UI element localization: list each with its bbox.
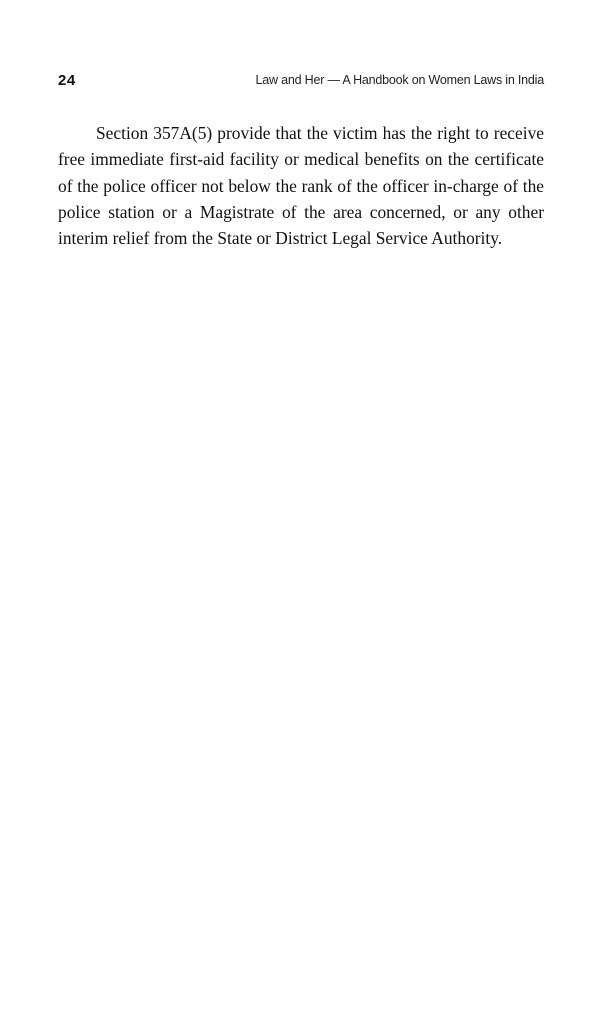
page-header (58, 70, 544, 94)
running-title: Law and Her — A Handbook on Women Laws in India (255, 73, 544, 87)
body-paragraph: Section 357A(5) provide that the victim has the right to receive free immediate first-aid facility or medical benefits on the certificate of the police officer not below the rank of the officer in-charge of the police station or a Magistrate of the area concerned, or any other interim relief from the State or District Legal Service Authority. (58, 123, 544, 249)
page-number: 24 (58, 72, 76, 89)
